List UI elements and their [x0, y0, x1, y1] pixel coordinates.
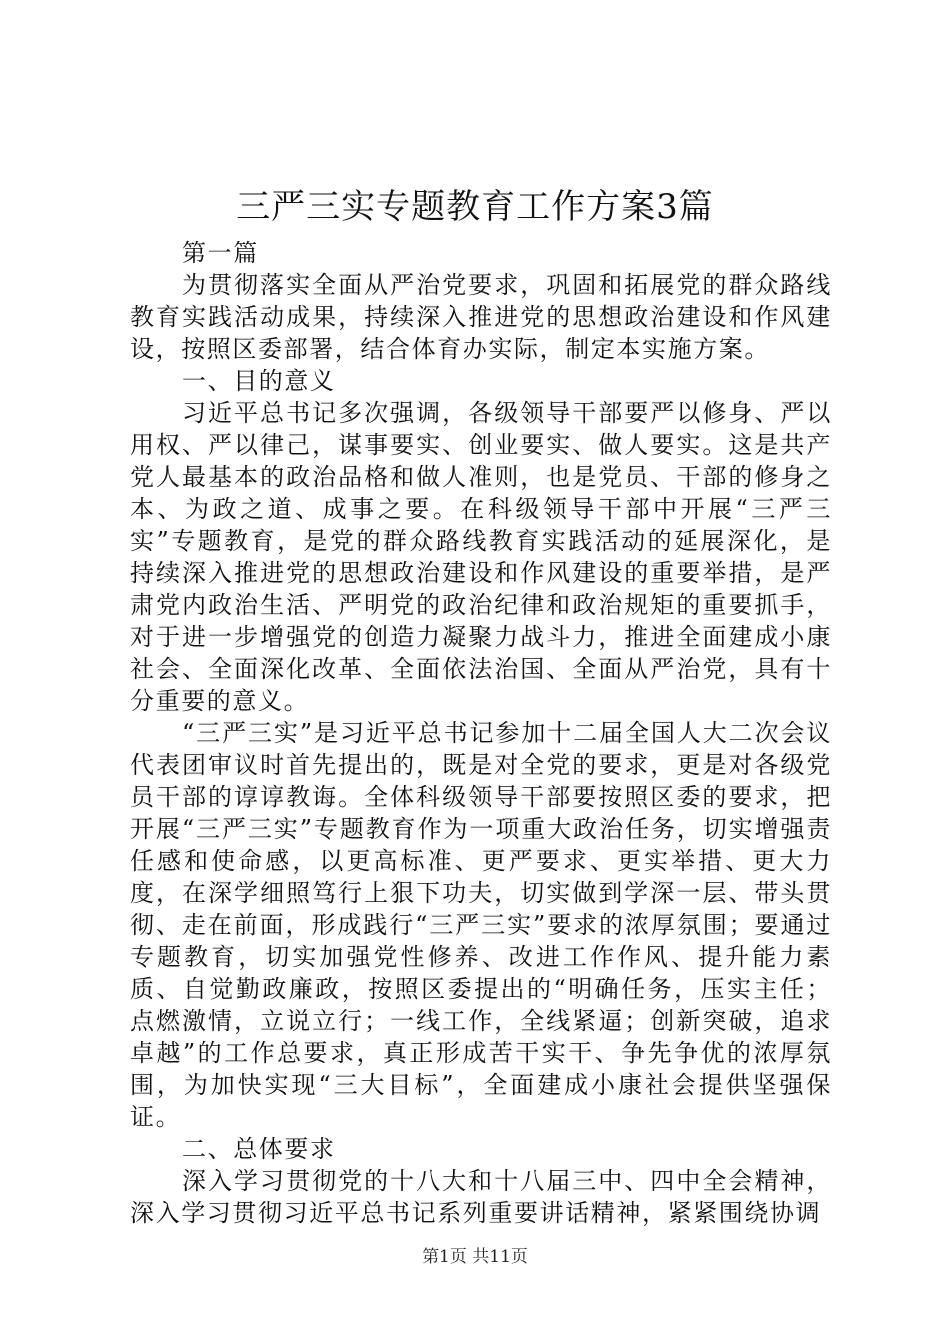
- section-heading: 二、总体要求: [182, 1135, 336, 1163]
- body-paragraph: 深入学习贯彻党的十八大和十八届三中、四中全会精神，深入学习贯彻习近平总书记系列重要讲话精神，紧紧围绕协调: [130, 1167, 832, 1227]
- document-title: 三严三实专题教育工作方案3篇: [236, 187, 714, 227]
- page-number-footer: 第1页 共11页: [422, 1247, 528, 1267]
- body-paragraph: “三严三实”是习近平总书记参加十二届全国人大二次会议代表团审议时首先提出的，既是对全党的要求，更是对各级党员干部的谆谆教诲。全体科级领导干部要按照区委的要求，把开展“三严三实”专题教育作为一项重大政治任务，切实增强责任感和使命感，以更高标准、更严要求、更实举措、更大力度，在深学细照笃行上狠下功夫，切实做到学深一层、带头贯彻、走在前面，形成践行“三严三实”要求的浓厚氛围；要通过专题教育，切实加强党性修养、改进工作作风、提升能力素质、自觉勤政廉政，按照区委提出的“明确任务，压实主任；点燃激情，立说立行；一线工作，全线紧逼；创新突破，追求卓越”的工作总要求，真正形成苦干实干、争先争优的浓厚氛围，为加快实现“三大目标”，全面建成小康社会提供坚强保证。: [130, 719, 832, 1131]
- document-body: [130, 237, 832, 1229]
- body-paragraph: 为贯彻落实全面从严治党要求，巩固和拓展党的群众路线教育实践活动成果，持续深入推进党的思想政治建设和作风建设，按照区委部署，结合体育办实际，制定本实施方案。: [130, 271, 832, 363]
- section-heading: 第一篇: [182, 239, 259, 267]
- section-heading: 一、目的意义: [182, 367, 336, 395]
- body-paragraph: 习近平总书记多次强调，各级领导干部要严以修身、严以用权、严以律己，谋事要实、创业要实、做人要实。这是共产党人最基本的政治品格和做人准则，也是党员、干部的修身之本、为政之道、成事之要。在科级领导干部中开展“三严三实”专题教育，是党的群众路线教育实践活动的延展深化，是持续深入推进党的思想政治建设和作风建设的重要举措，是严肃党内政治生活、严明党的政治纪律和政治规矩的重要抓手，对于进一步增强党的创造力凝聚力战斗力，推进全面建成小康社会、全面深化改革、全面依法治国、全面从严治党，具有十分重要的意义。: [130, 399, 832, 715]
